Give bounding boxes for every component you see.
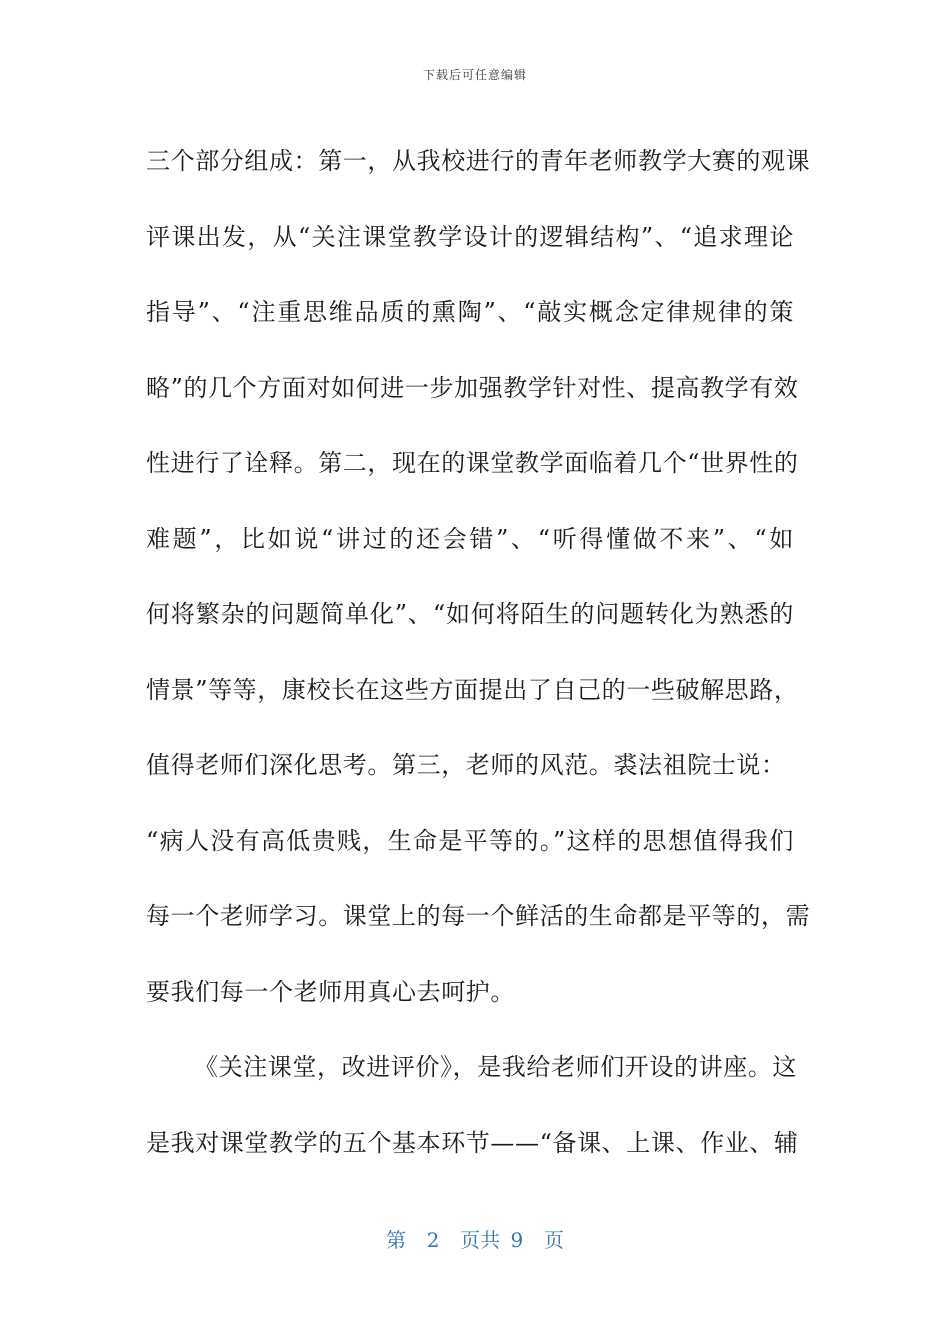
paragraph-2-line-2: 是我对课堂教学的五个基本环节——“备课、上课、作业、辅 <box>146 1128 799 1157</box>
footer-suffix: 页 <box>543 1228 564 1252</box>
paragraph-1-line-4: 略”的几个方面对如何进一步加强教学针对性、提高教学有效 <box>146 373 799 402</box>
paragraph-1-line-2: 评课出发，从“关注课堂教学设计的逻辑结构”、“追求理论 <box>146 222 794 251</box>
footer-middle: 页共 <box>460 1228 501 1252</box>
paragraph-1-line-12: 要我们每一个老师用真心去呵护。 <box>146 977 515 1006</box>
paragraph-2-line-1: 《关注课堂，改进评价》，是我给老师们开设的讲座。这 <box>194 1053 797 1081</box>
document-body <box>146 124 811 1181</box>
paragraph-1-line-8: 情景”等等，康校长在这些方面提出了自己的一些破解思路， <box>146 675 799 704</box>
page-header: 下载后可任意编辑 <box>422 68 527 82</box>
page-footer <box>0 1224 950 1253</box>
footer-total-pages: 9 <box>510 1228 524 1252</box>
paragraph-1-line-10: “病人没有高低贵贱，生命是平等的。”这样的思想值得我们 <box>146 826 794 855</box>
paragraph-1-line-6: 难题”，比如说“讲过的还会错”、“听得懂做不来”、“如 <box>146 524 794 553</box>
paragraph-1-line-1: 三个部分组成：第一，从我校进行的青年老师教学大赛的观课 <box>146 147 811 175</box>
footer-prefix: 第 <box>386 1228 406 1252</box>
paragraph-1-line-7: 何将繁杂的问题简单化”、“如何将陌生的问题转化为熟悉的 <box>146 600 794 628</box>
paragraph-1-line-5: 性进行了诠释。第二，现在的课堂教学面临着几个“世界性的 <box>146 449 799 477</box>
paragraph-1-line-3: 指导”、“注重思维品质的熏陶”、“敲实概念定律规律的策 <box>146 298 794 326</box>
paragraph-1-line-9: 值得老师们深化思考。第三，老师的风范。裘法祖院士说： <box>146 751 786 779</box>
footer-current-page: 2 <box>426 1228 440 1252</box>
paragraph-1-line-11: 每一个老师学习。课堂上的每一个鲜活的生命都是平等的，需 <box>146 902 811 930</box>
